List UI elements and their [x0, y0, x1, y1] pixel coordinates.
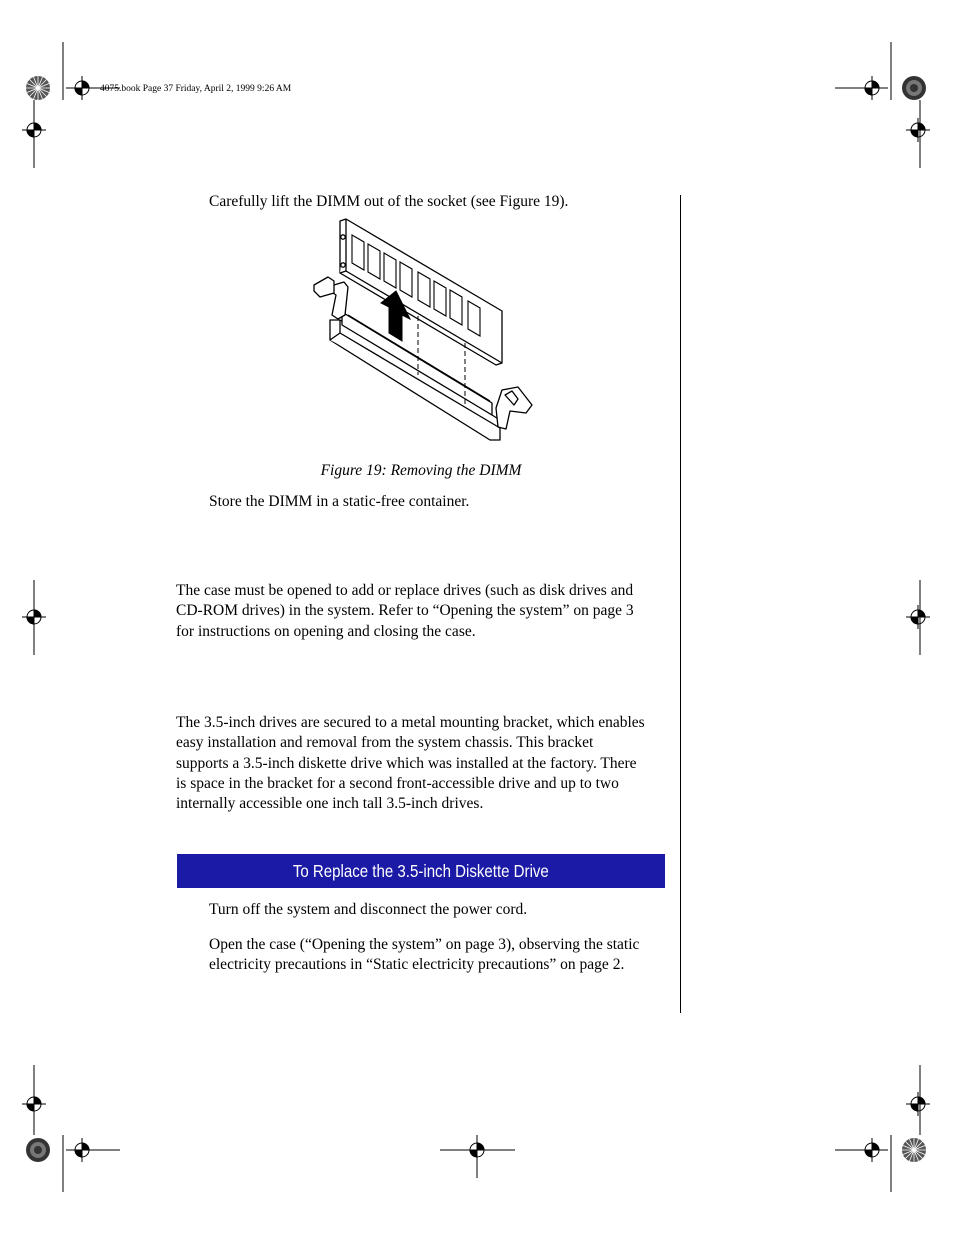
bracket-paragraph	[176, 713, 666, 814]
step-open-line: electricity precautions in “Static electricity precautions” on page 2.	[209, 956, 625, 974]
drives-line: for instructions on opening and closing the case.	[176, 622, 476, 640]
drives-paragraph	[176, 581, 666, 642]
bracket-line: internally accessible one inch tall 3.5-inch drives.	[176, 795, 484, 813]
book-header-info: 4075.book Page 37 Friday, April 2, 1999 9:26 AM	[100, 84, 292, 94]
dimm-removal-illustration	[300, 215, 550, 445]
section-heading: To Replace the 3.5-inch Diskette Drive	[293, 860, 549, 881]
bracket-line: The 3.5-inch drives are secured to a metal mounting bracket, which enables	[176, 714, 645, 731]
drives-line: CD-ROM drives) in the system. Refer to “Opening the system” on page 3	[176, 602, 634, 620]
bracket-line: is space in the bracket for a second front-accessible drive and up to two	[176, 774, 619, 792]
section-heading-banner	[177, 854, 665, 888]
drives-line: The case must be opened to add or replace drives (such as disk drives and	[176, 582, 634, 599]
step-store-dimm: Store the DIMM in a static-free container.	[209, 493, 470, 510]
figure-caption: Figure 19: Removing the DIMM	[320, 462, 522, 479]
step-open-case	[209, 935, 669, 976]
bracket-line: supports a 3.5-inch diskette drive which was installed at the factory. There	[176, 754, 637, 772]
step-lift-dimm: Carefully lift the DIMM out of the socket (see Figure 19).	[209, 193, 569, 210]
step-open-line: Open the case (“Opening the system” on page 3), observing the static	[209, 936, 640, 953]
column-divider	[680, 195, 681, 1013]
step-power-off: Turn off the system and disconnect the power cord.	[209, 901, 528, 918]
bracket-line: easy installation and removal from the system chassis. This bracket	[176, 734, 594, 752]
